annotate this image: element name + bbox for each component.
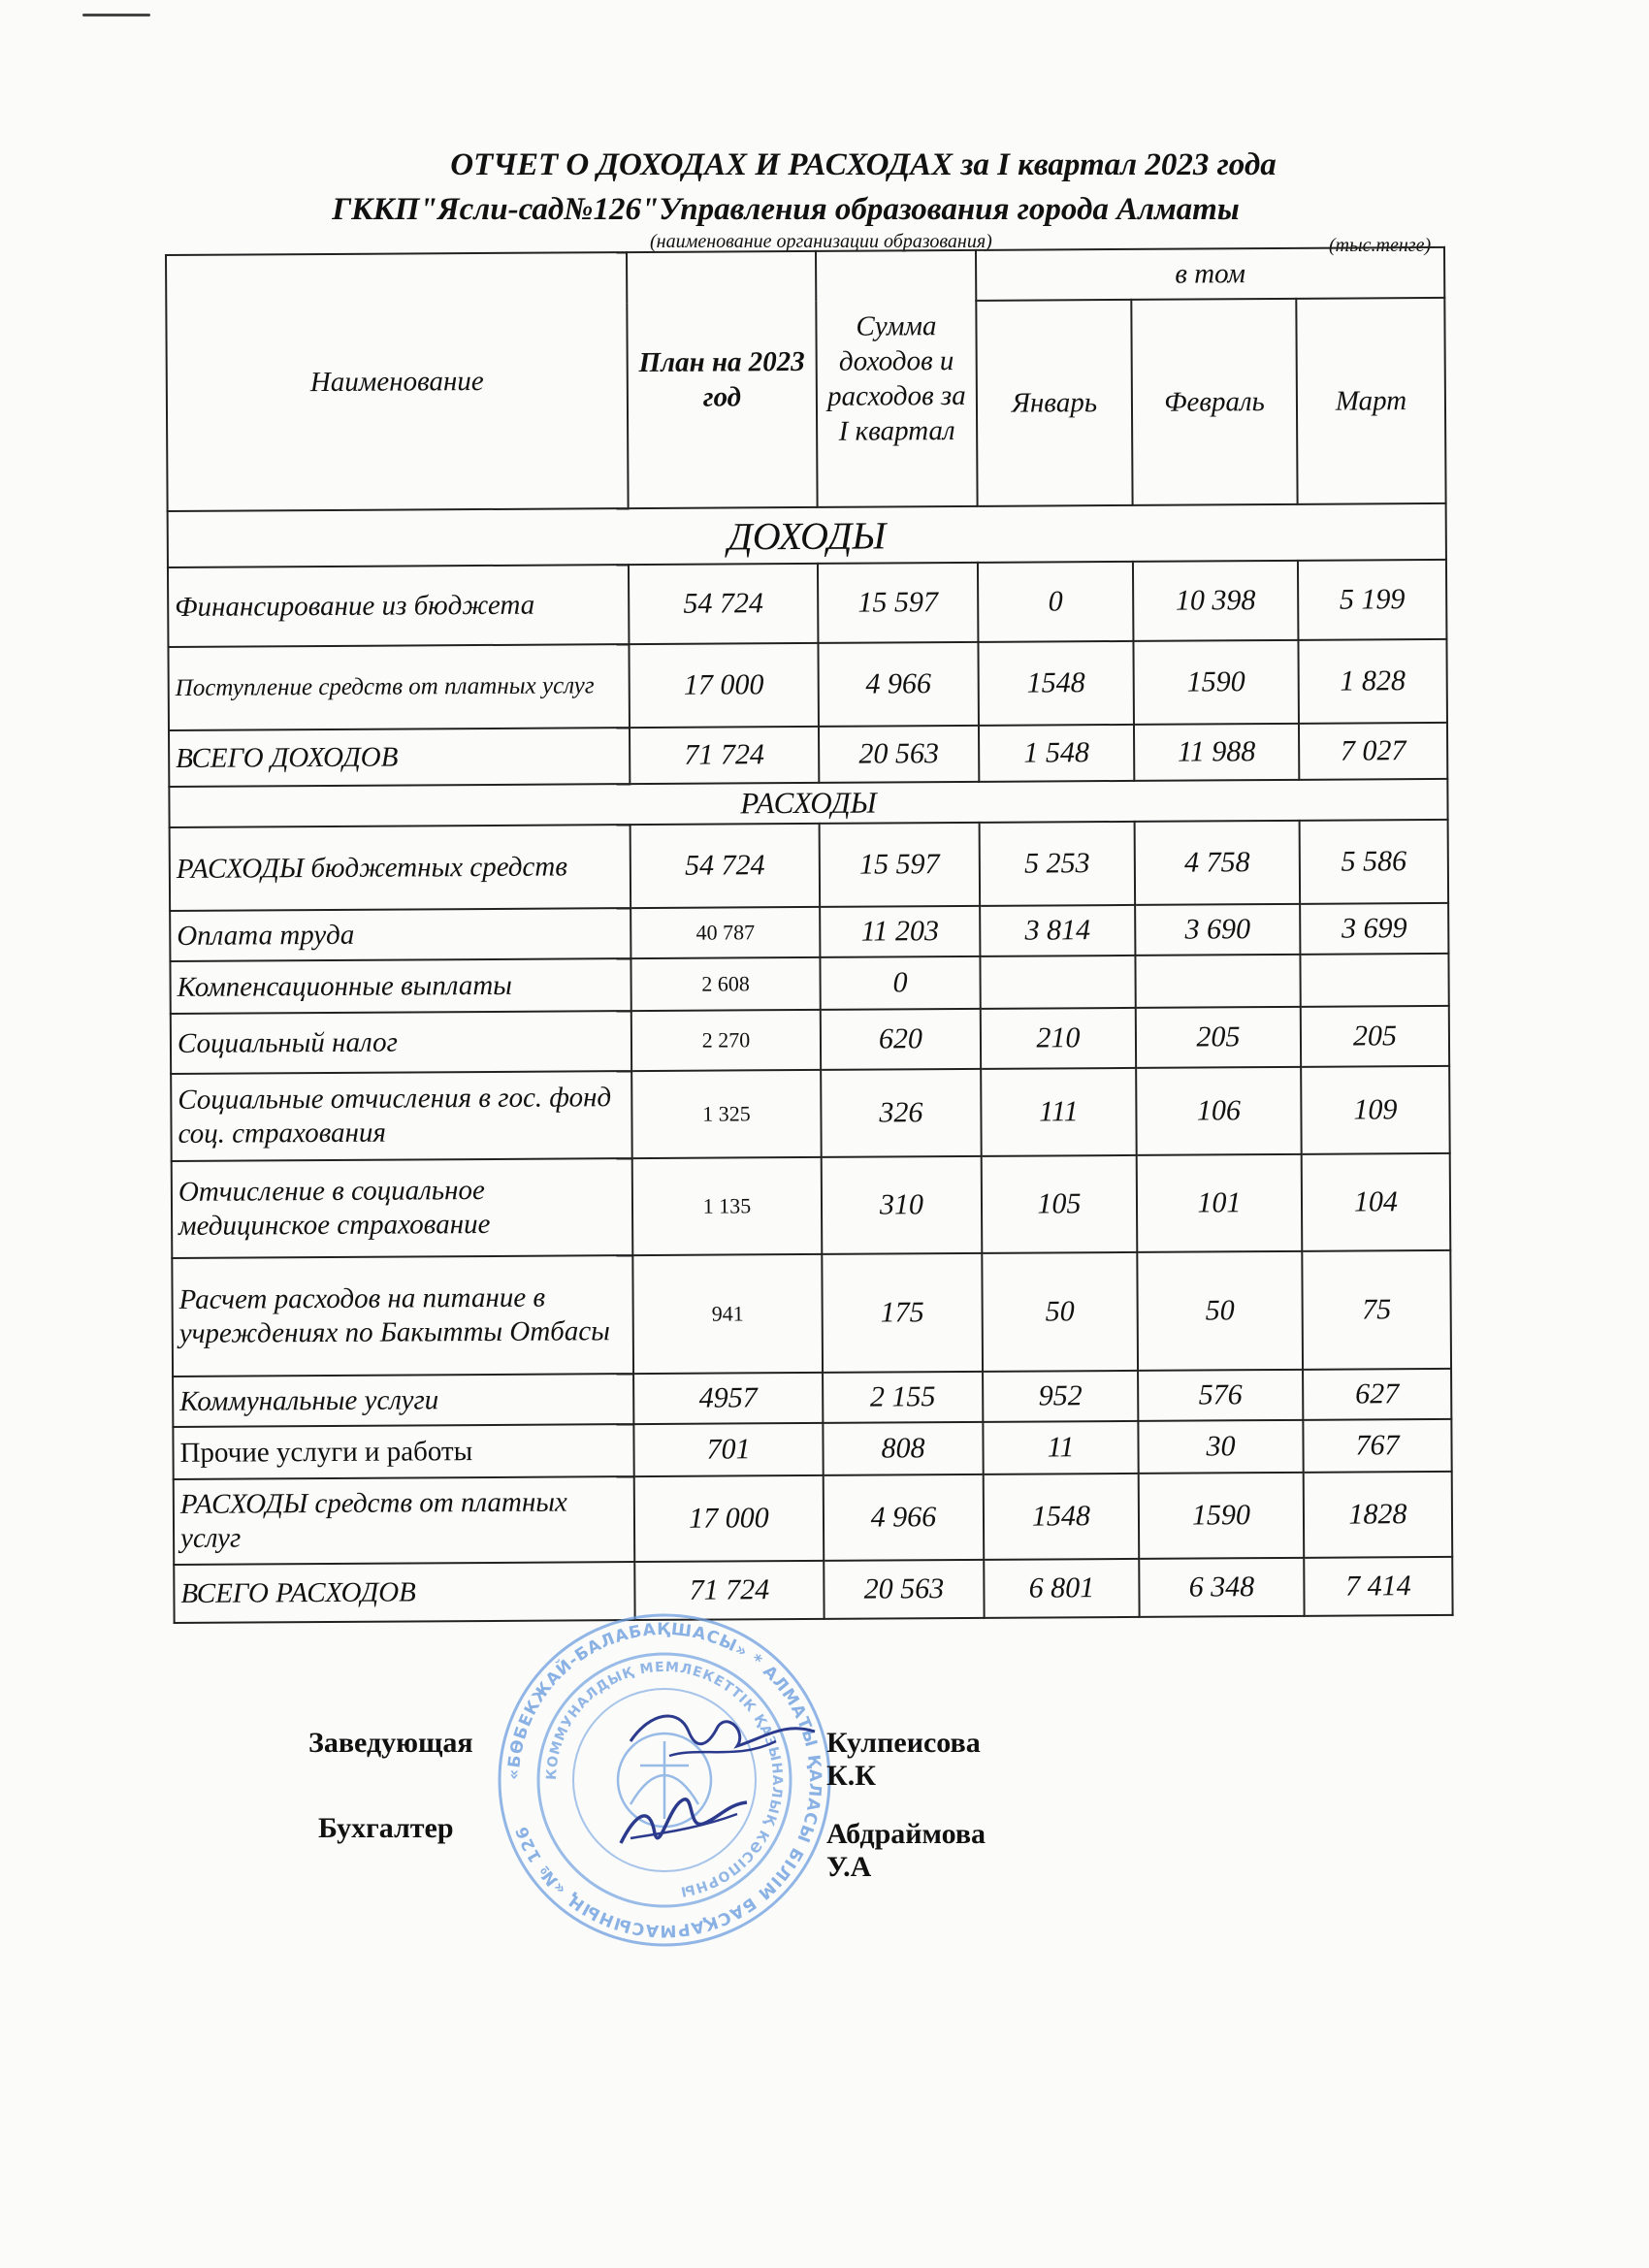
cell-jan: 11 (983, 1421, 1138, 1474)
income-section-title: ДОХОДЫ (168, 503, 1446, 567)
cell-jan: 3 814 (980, 905, 1135, 956)
row-name: Прочие услуги и работы (173, 1424, 633, 1479)
cell-sum: 2 155 (823, 1372, 983, 1423)
cell-sum: 808 (823, 1422, 983, 1475)
cell-jan: 50 (982, 1252, 1138, 1372)
cell-plan: 4957 (633, 1373, 823, 1424)
cell-plan: 1 135 (632, 1157, 823, 1255)
cell-plan: 2 608 (630, 957, 820, 1011)
cell-feb: 106 (1136, 1067, 1302, 1155)
cell-plan: 17 000 (629, 643, 819, 728)
cell-plan: 71 724 (634, 1561, 824, 1620)
col-header-plan: План на 2023 год (627, 251, 818, 508)
expense-section-title: РАСХОДЫ (169, 779, 1447, 827)
row-name: Расчет расходов на питание в учреждениях по Бакытты Отбасы (172, 1255, 633, 1377)
cell-mar (1300, 954, 1448, 1007)
row-name: ВСЕГО РАСХОДОВ (174, 1562, 634, 1623)
cell-jan: 111 (981, 1068, 1137, 1156)
table-row (171, 1006, 1449, 1074)
cell-feb: 30 (1138, 1420, 1303, 1474)
table-row (171, 1066, 1450, 1161)
table-row (168, 639, 1447, 730)
cell-feb (1135, 955, 1300, 1008)
cell-sum: 4 966 (818, 642, 979, 727)
cell-mar: 627 (1303, 1369, 1451, 1420)
cell-feb: 101 (1137, 1154, 1303, 1252)
cell-mar: 1 828 (1298, 639, 1447, 724)
cell-jan: 210 (981, 1008, 1136, 1069)
cell-jan: 0 (978, 562, 1133, 642)
cell-sum: 15 597 (820, 823, 981, 907)
table-row (168, 560, 1446, 647)
row-name: Социальные отчисления в гос. фонд соц. страхования (171, 1071, 632, 1161)
cell-jan: 5 253 (980, 822, 1136, 906)
cell-mar: 5 586 (1300, 820, 1449, 904)
organization-title: ГККП"Ясли-сад№126"Управления образования города Алматы (332, 192, 1240, 227)
cell-jan: 105 (982, 1155, 1138, 1253)
col-header-sum: Сумма доходов и расходов за I квартал (816, 250, 978, 507)
cell-mar: 5 199 (1298, 560, 1447, 640)
cell-sum: 0 (820, 956, 980, 1010)
cell-mar: 3 699 (1300, 903, 1448, 955)
cell-feb: 3 690 (1135, 904, 1300, 956)
table-row (169, 723, 1447, 787)
row-name: Финансирование из бюджета (168, 565, 629, 647)
svg-text:КОММУНАЛДЫҚ МЕМЛЕКЕТТІК ҚАЗЫНА: КОММУНАЛДЫҚ МЕМЛЕКЕТТІК ҚАЗЫНАЛЫҚ КӘСІПОРНЫ (543, 1659, 786, 1899)
row-name: Социальный налог (171, 1011, 631, 1074)
cell-jan: 6 801 (984, 1559, 1139, 1618)
cell-feb: 205 (1136, 1007, 1301, 1068)
cell-mar: 767 (1303, 1419, 1451, 1473)
cell-sum: 326 (821, 1069, 982, 1157)
income-expense-table (165, 246, 1454, 1624)
row-name: РАСХОДЫ бюджетных средств (170, 825, 631, 911)
row-name: Компенсационные выплаты (170, 958, 630, 1014)
cell-jan (980, 956, 1135, 1009)
cell-plan: 2 270 (631, 1010, 821, 1071)
table-row (170, 903, 1448, 961)
cell-feb: 11 988 (1134, 724, 1299, 781)
cell-sum: 620 (821, 1009, 981, 1070)
scan-mark (82, 14, 150, 16)
cell-jan: 952 (983, 1371, 1138, 1422)
svg-text:«БӨБЕКЖАЙ-БАЛАБАҚШАСЫ» * АЛМАТ: «БӨБЕКЖАЙ-БАЛАБАҚШАСЫ» * АЛМАТЫ ҚАЛАСЫ БІЛІМ БАСҚАРМАСЫНЫҢ «№ 126 (503, 1619, 825, 1941)
cell-sum: 11 203 (820, 906, 980, 957)
row-name: РАСХОДЫ средств от платных услуг (174, 1476, 635, 1565)
cell-mar: 205 (1301, 1006, 1449, 1067)
cell-feb: 576 (1138, 1370, 1303, 1421)
cell-mar: 109 (1301, 1066, 1450, 1154)
col-header-feb: Февраль (1131, 299, 1297, 505)
accountant-name: Абдраймова У.А (826, 1818, 986, 1883)
table-row (170, 820, 1449, 911)
row-name: Отчисление в социальное медицинское страхование (172, 1158, 633, 1258)
cell-feb: 50 (1137, 1251, 1303, 1371)
cell-feb: 1590 (1133, 640, 1299, 725)
row-name: Оплата труда (170, 908, 630, 961)
cell-feb: 6 348 (1139, 1558, 1304, 1617)
table-row (172, 1250, 1451, 1377)
table-row (174, 1472, 1453, 1565)
col-header-group: в том (976, 247, 1444, 301)
cell-mar: 75 (1302, 1250, 1451, 1370)
head-signature (621, 1702, 824, 1770)
cell-mar: 7 027 (1299, 723, 1447, 780)
cell-jan: 1548 (984, 1474, 1140, 1560)
col-header-mar: Март (1296, 298, 1445, 504)
accountant-signature (611, 1785, 757, 1863)
cell-mar: 104 (1302, 1153, 1451, 1251)
cell-feb: 10 398 (1133, 561, 1298, 641)
cell-jan: 1548 (978, 641, 1134, 726)
table-row (173, 1419, 1451, 1479)
cell-plan: 17 000 (634, 1475, 824, 1562)
table-row (170, 954, 1448, 1014)
official-stamp (495, 1610, 834, 1950)
currency-unit: (тыс.тенге) (1329, 235, 1432, 256)
cell-plan: 71 724 (630, 727, 819, 784)
cell-mar: 1828 (1304, 1472, 1453, 1558)
head-label: Заведующая (308, 1727, 473, 1759)
row-name: Коммунальные услуги (173, 1374, 633, 1427)
cell-sum: 175 (822, 1253, 983, 1373)
cell-feb: 1590 (1139, 1473, 1305, 1559)
col-header-name: Наименование (166, 252, 629, 511)
cell-sum: 310 (822, 1156, 983, 1254)
cell-jan: 1 548 (979, 725, 1134, 782)
cell-sum: 20 563 (819, 726, 979, 783)
cell-plan: 40 787 (630, 907, 820, 958)
cell-feb: 4 758 (1135, 821, 1301, 905)
organization-subnote: (наименование организации образования) (650, 231, 992, 252)
row-name: ВСЕГО ДОХОДОВ (169, 728, 630, 787)
cell-mar: 7 414 (1304, 1557, 1452, 1616)
cell-sum: 15 597 (818, 563, 978, 643)
cell-sum: 4 966 (824, 1474, 985, 1561)
accountant-label: Бухгалтер (318, 1812, 454, 1844)
report-title: ОТЧЕТ О ДОХОДАХ И РАСХОДАХ за I квартал 2023 года (450, 147, 1277, 182)
row-name: Поступление средств от платных услуг (168, 644, 630, 730)
col-header-jan: Январь (976, 300, 1132, 506)
cell-plan: 54 724 (629, 564, 818, 644)
cell-plan: 941 (632, 1254, 823, 1374)
cell-plan: 1 325 (631, 1070, 822, 1158)
cell-plan: 54 724 (630, 824, 821, 908)
cell-plan: 701 (633, 1423, 823, 1476)
table-row (172, 1153, 1451, 1258)
head-name: Кулпеисова К.К (826, 1727, 981, 1792)
table-row (173, 1369, 1451, 1427)
cell-sum: 20 563 (824, 1560, 984, 1619)
